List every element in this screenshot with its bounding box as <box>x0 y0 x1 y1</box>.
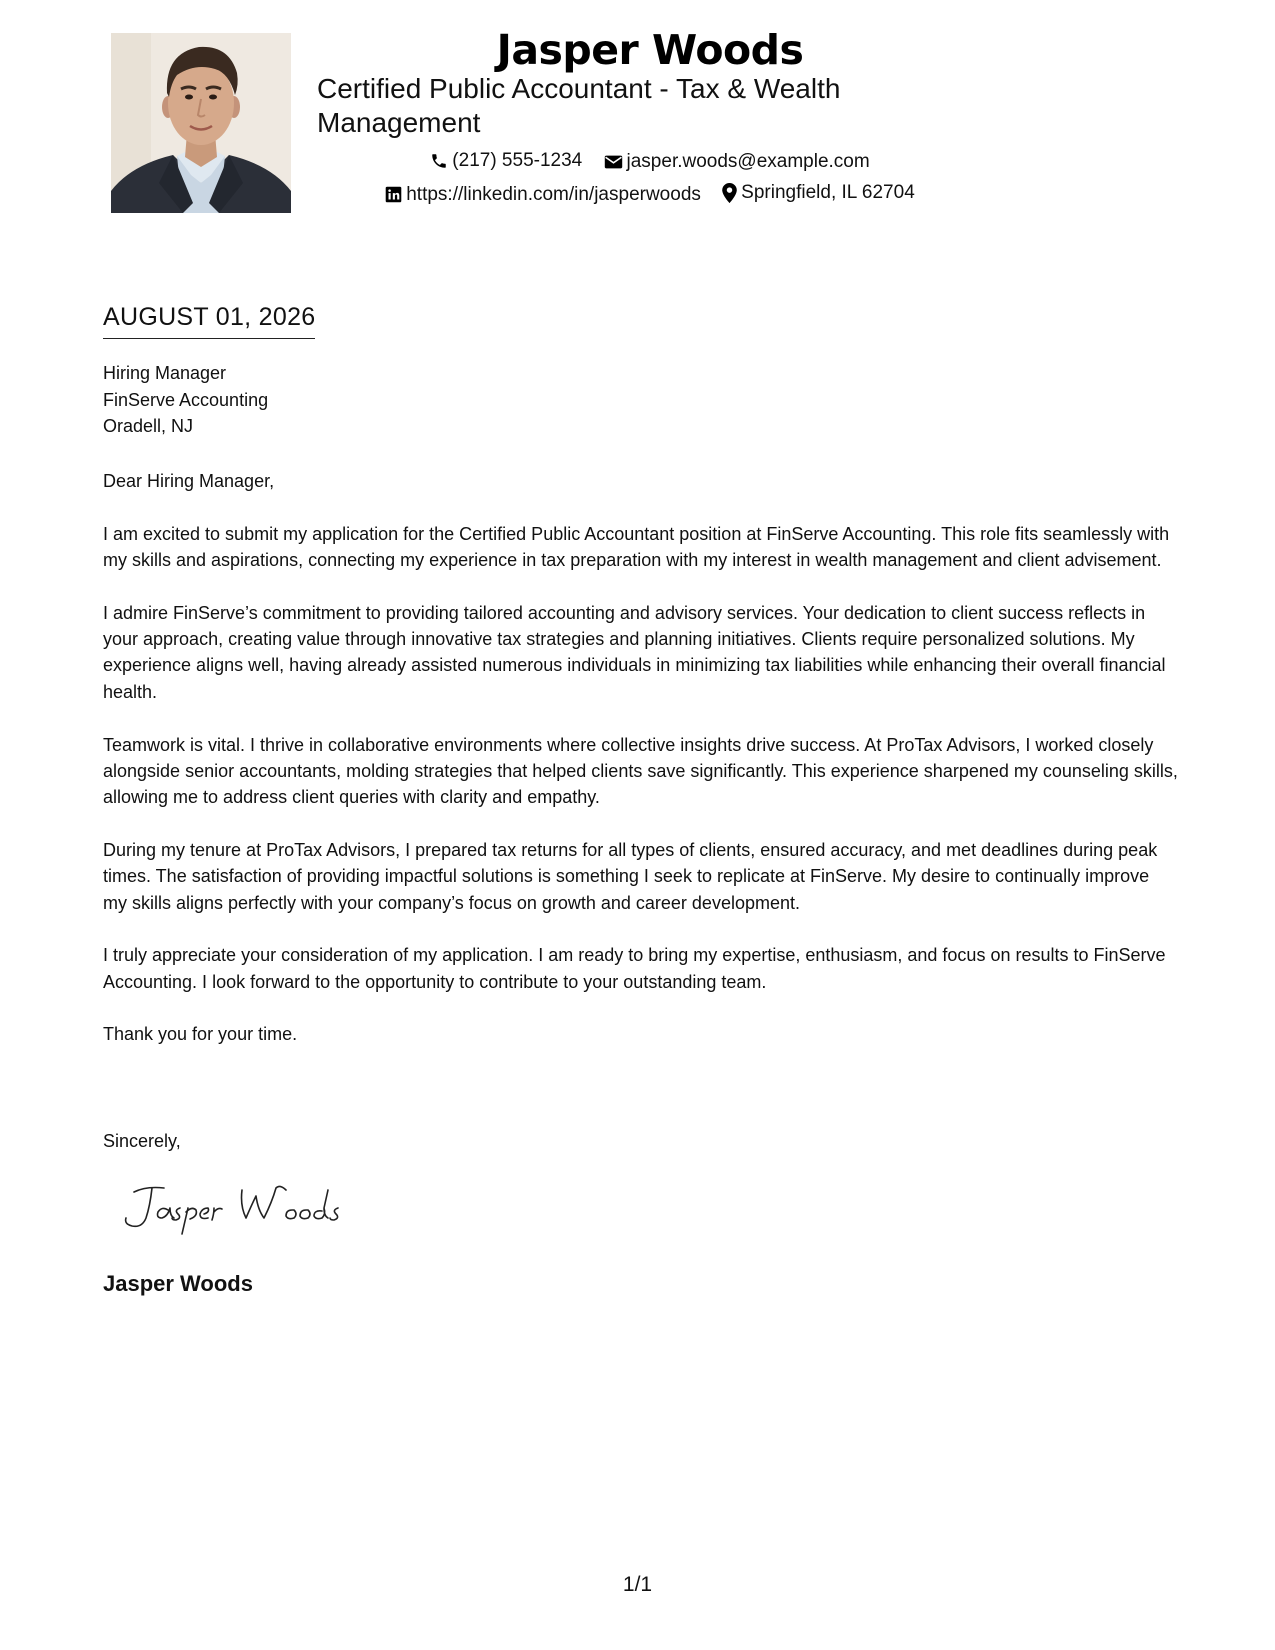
closing: Sincerely, <box>103 1131 181 1151</box>
contact-row-1 <box>300 148 1000 178</box>
phone-text: (217) 555-1234 <box>452 150 583 171</box>
linkedin-contact[interactable] <box>385 182 701 208</box>
email-text: jasper.woods@example.com <box>626 151 870 172</box>
letter-date: AUGUST 01, 2026 <box>103 302 315 339</box>
envelope-icon <box>604 154 623 170</box>
body-paragraph: I am excited to submit my application for the Certified Public Accountant position at FinServe Accounting. This role fits seamlessly with my skills and aspirations, connecting my experience in tax preparation with my interest in wealth management and client advisement. <box>103 523 1170 571</box>
phone-contact[interactable] <box>430 148 582 174</box>
linkedin-text: https://linkedin.com/in/jasperwoods <box>406 183 701 205</box>
signer-name: Jasper Woods <box>103 1271 253 1296</box>
page-number: 1/1 <box>622 1573 653 1596</box>
recipient-line: FinServe Accounting <box>103 389 269 410</box>
location-text: Springfield, IL 62704 <box>741 182 915 203</box>
recipient-line: Oradell, NJ <box>103 416 194 436</box>
profile-photo <box>111 33 291 213</box>
linkedin-icon <box>385 186 402 203</box>
applicant-name: Jasper Woods <box>496 26 804 74</box>
body-paragraph: I admire FinServe’s commitment to providing tailored accounting and advisory services. Your dedication to client success reflects in your approach, creating value through innovative tax strategies and planning initiatives. Clients require personalized solutions. My experience aligns well, having already assisted numerous individuals in minimizing tax liabilities while enhancing their overall financial health. <box>103 602 1166 702</box>
recipient-block <box>103 360 268 440</box>
body-paragraph: Teamwork is vital. I thrive in collaborative environments where collective insights drive success. At ProTax Advisors, I worked closely alongside senior accountants, molding strategies that helped clients save significantly. This experience sharpened my counseling skills, allowing me to address client queries with clarity and empathy. <box>103 734 1178 808</box>
recipient-line: Hiring Manager <box>103 363 227 383</box>
job-title: Certified Public Accountant - Tax & Wealth Management <box>317 73 841 138</box>
email-contact[interactable] <box>604 149 870 175</box>
body-paragraph: I truly appreciate your consideration of my application. I am ready to bring my expertise, enthusiasm, and focus on results to FinServe Accounting. I look forward to the opportunity to contribute to your outstanding team. <box>103 945 1166 992</box>
contact-row-2 <box>300 180 1000 211</box>
location-contact <box>722 180 915 206</box>
body-paragraph: Thank you for your time. <box>103 1024 298 1045</box>
body-paragraph: During my tenure at ProTax Advisors, I prepared tax returns for all types of clients, ensured accuracy, and met deadlines during peak times. The satisfaction of providing impactful solutions is something I seek to replicate at FinServe. My desire to continually improve my skills aligns perfectly with your company’s focus on growth and career development. <box>103 839 1158 913</box>
handwritten-signature <box>116 1178 356 1238</box>
map-pin-icon <box>722 183 737 203</box>
letter-body <box>103 468 1178 1074</box>
phone-icon <box>430 152 448 170</box>
salutation: Dear Hiring Manager, <box>103 471 275 491</box>
